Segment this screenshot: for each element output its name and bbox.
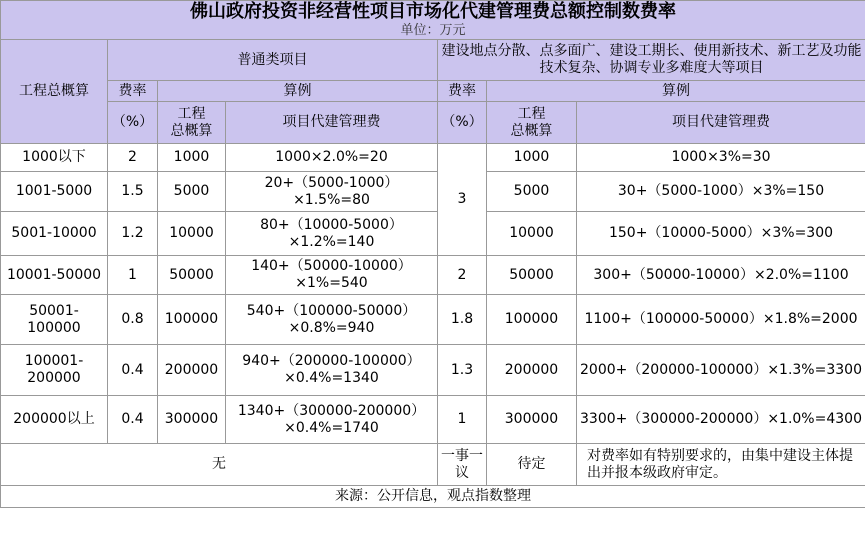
- range-cell: 5001-10000: [1, 212, 108, 256]
- rate-cell-complex-merged: 3: [438, 144, 487, 256]
- fee-cell: 80+（10000-5000）×1.2%=140: [226, 212, 438, 256]
- total-cell: 300000: [158, 396, 226, 444]
- rate-cell: 1: [108, 256, 158, 295]
- total-cell: 50000: [487, 256, 577, 295]
- fee-cell: 1000×3%=30: [577, 144, 865, 172]
- header-rate-complex: 费率: [438, 81, 487, 102]
- range-cell: 1000以下: [1, 144, 108, 172]
- fee-cell: 1100+（100000-50000）×1.8%=2000: [577, 295, 865, 345]
- rate-cell: 1.2: [108, 212, 158, 256]
- header-rate-general: 费率: [108, 81, 158, 102]
- fee-cell: 540+（100000-50000）×0.8%=940: [226, 295, 438, 345]
- header-example-general: 算例: [158, 81, 438, 102]
- case-by-case-cell: 一事一议: [438, 444, 487, 486]
- table-row: [1, 396, 865, 444]
- header-project-total-complex: 工程 总概算: [487, 102, 577, 144]
- title-cell: [1, 1, 865, 40]
- fee-cell: 940+（200000-100000）×0.4%=1340: [226, 345, 438, 396]
- range-cell: 200000以上: [1, 396, 108, 444]
- header-complex: 建设地点分散、点多面广、建设工期长、使用新技术、新工艺及功能技术复杂、协调专业多难度大等项目: [438, 40, 865, 81]
- total-cell: 200000: [158, 345, 226, 396]
- unit-label: 单位：万元: [400, 23, 466, 38]
- page-title: 佛山政府投资非经营性项目市场化代建管理费总额控制数费率: [190, 1, 676, 22]
- table-row: [1, 144, 865, 172]
- rate-cell: 1.5: [108, 172, 158, 212]
- header-fee-general: 项目代建管理费: [226, 102, 438, 144]
- range-cell: 50001-100000: [1, 295, 108, 345]
- fee-cell: 1000×2.0%=20: [226, 144, 438, 172]
- fee-cell: 140+（50000-10000）×1%=540: [226, 256, 438, 295]
- header-rate-unit-general: （%）: [108, 102, 158, 144]
- total-cell: 10000: [158, 212, 226, 256]
- table-row: [1, 172, 865, 212]
- fee-cell: 1340+（300000-200000）×0.4%=1740: [226, 396, 438, 444]
- rate-cell: 0.4: [108, 345, 158, 396]
- range-cell: 100001-200000: [1, 345, 108, 396]
- table-row: [1, 295, 865, 345]
- note-cell: 对费率如有特别要求的，由集中建设主体提出并报本级政府审定。: [577, 444, 865, 486]
- header-general: 普通类项目: [108, 40, 438, 81]
- table-row: [1, 345, 865, 396]
- range-cell: 10001-50000: [1, 256, 108, 295]
- table-row: [1, 212, 865, 256]
- fee-cell: 3300+（300000-200000）×1.0%=4300: [577, 396, 865, 444]
- pending-cell: 待定: [487, 444, 577, 486]
- total-cell: 1000: [158, 144, 226, 172]
- total-cell: 5000: [487, 172, 577, 212]
- table-row-special: [1, 444, 865, 486]
- header-fee-complex: 项目代建管理费: [577, 102, 865, 144]
- source-note: 来源：公开信息，观点指数整理: [1, 486, 865, 508]
- fee-cell: 300+（50000-10000）×2.0%=1100: [577, 256, 865, 295]
- table-row: [1, 256, 865, 295]
- total-cell: 1000: [487, 144, 577, 172]
- total-cell: 200000: [487, 345, 577, 396]
- header-total-budget: 工程总概算: [1, 40, 108, 144]
- fee-cell: 20+（5000-1000）×1.5%=80: [226, 172, 438, 212]
- none-cell: 无: [1, 444, 438, 486]
- total-cell: 100000: [487, 295, 577, 345]
- rate-cell: 0.8: [108, 295, 158, 345]
- total-cell: 300000: [487, 396, 577, 444]
- rate-cell: 1.8: [438, 295, 487, 345]
- header-rate-unit-complex: （%）: [438, 102, 487, 144]
- rate-cell: 0.4: [108, 396, 158, 444]
- rate-cell: 1: [438, 396, 487, 444]
- fee-cell: 2000+（200000-100000）×1.3%=3300: [577, 345, 865, 396]
- fee-cell: 30+（5000-1000）×3%=150: [577, 172, 865, 212]
- total-cell: 50000: [158, 256, 226, 295]
- rate-cell: 1.3: [438, 345, 487, 396]
- total-cell: 100000: [158, 295, 226, 345]
- header-project-total-general: 工程 总概算: [158, 102, 226, 144]
- header-example-complex: 算例: [487, 81, 865, 102]
- total-cell: 5000: [158, 172, 226, 212]
- rate-cell: 2: [438, 256, 487, 295]
- rate-cell: 2: [108, 144, 158, 172]
- fee-cell: 150+（10000-5000）×3%=300: [577, 212, 865, 256]
- range-cell: 1001-5000: [1, 172, 108, 212]
- total-cell: 10000: [487, 212, 577, 256]
